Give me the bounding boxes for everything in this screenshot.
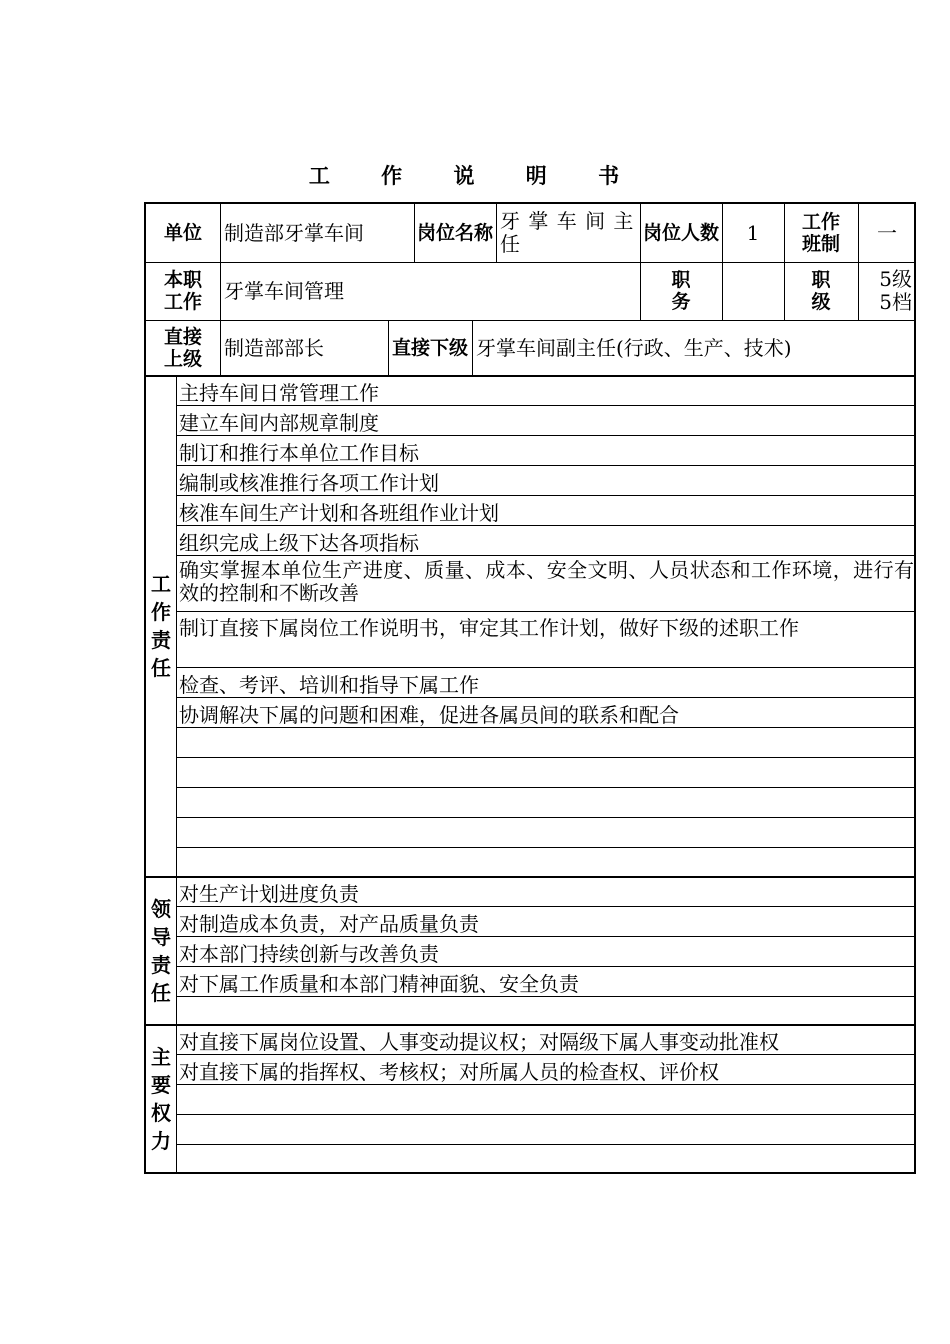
authority-blank-line	[176, 1085, 914, 1115]
post-name-value: 牙 掌 车 间 主 任	[500, 209, 635, 256]
work-item-6: 组织完成上级下达各项指标	[176, 526, 914, 556]
work-item-7: 确实掌握本单位生产进度、质量、成本、安全文明、人员状态和工作环境，进行有效的控制和不断改善	[176, 556, 914, 612]
work-item-1: 主持车间日常管理工作	[176, 376, 914, 406]
job-label: 本职工作	[163, 269, 202, 313]
work-responsibility-label: 工作责任	[151, 572, 171, 680]
unit-value: 制造部牙掌车间	[224, 220, 364, 245]
authority-blank-line	[176, 1145, 914, 1172]
leadership-responsibility-label: 领导责任	[151, 897, 171, 1005]
document-title: 工 作 说 明 书	[308, 164, 642, 188]
post-count-value: 1	[746, 220, 760, 245]
job-description-form	[144, 202, 916, 1174]
work-blank-line	[176, 818, 914, 848]
work-item-8: 制订直接下属岗位工作说明书，审定其工作计划，做好下级的述职工作	[176, 612, 914, 668]
superior-label: 直接上级	[163, 326, 202, 370]
work-item-2: 建立车间内部规章制度	[176, 406, 914, 436]
work-item-9: 检查、考评、培训和指导下属工作	[176, 668, 914, 698]
shift-value: 一	[877, 220, 897, 245]
work-item-4: 编制或核准推行各项工作计划	[176, 466, 914, 496]
unit-label: 单位	[163, 222, 202, 244]
work-blank-line	[176, 728, 914, 758]
leadership-item-2: 对制造成本负责，对产品质量负责	[176, 907, 914, 937]
work-blank-line	[176, 788, 914, 818]
work-item-3: 制订和推行本单位工作目标	[176, 436, 914, 466]
authority-item-1: 对直接下属岗位设置、人事变动提议权；对隔级下属人事变动批准权	[176, 1026, 914, 1055]
superior-value: 制造部部长	[224, 335, 324, 360]
grade-label: 职级	[811, 269, 831, 313]
authority-item-2: 对直接下属的指挥权、考核权；对所属人员的检查权、评价权	[176, 1055, 914, 1085]
leadership-blank-line	[176, 997, 914, 1024]
duty-label: 职务	[671, 269, 691, 313]
subordinate-label: 直接下级	[391, 337, 468, 359]
grade-level: 5级	[879, 267, 912, 291]
authority-blank-line	[176, 1115, 914, 1145]
duty-value	[722, 262, 784, 320]
post-name-label: 岗位名称	[416, 222, 493, 244]
work-item-5: 核准车间生产计划和各班组作业计划	[176, 496, 914, 526]
subordinate-value: 牙掌车间副主任(行政、生产、技术)	[476, 335, 792, 360]
work-blank-line	[176, 848, 914, 876]
work-blank-line	[176, 758, 914, 788]
post-count-label: 岗位人数	[642, 222, 719, 244]
grade-value	[858, 262, 916, 320]
main-authority-label: 主要权力	[151, 1045, 171, 1153]
leadership-item-1: 对生产计划进度负责	[176, 878, 914, 907]
leadership-item-4: 对下属工作质量和本部门精神面貌、安全负责	[176, 967, 914, 997]
job-value: 牙掌车间管理	[224, 278, 344, 303]
work-item-10: 协调解决下属的问题和困难，促进各属员间的联系和配合	[176, 698, 914, 728]
leadership-item-3: 对本部门持续创新与改善负责	[176, 937, 914, 967]
shift-label: 工作班制	[801, 211, 840, 255]
grade-step: 5档	[879, 290, 912, 314]
